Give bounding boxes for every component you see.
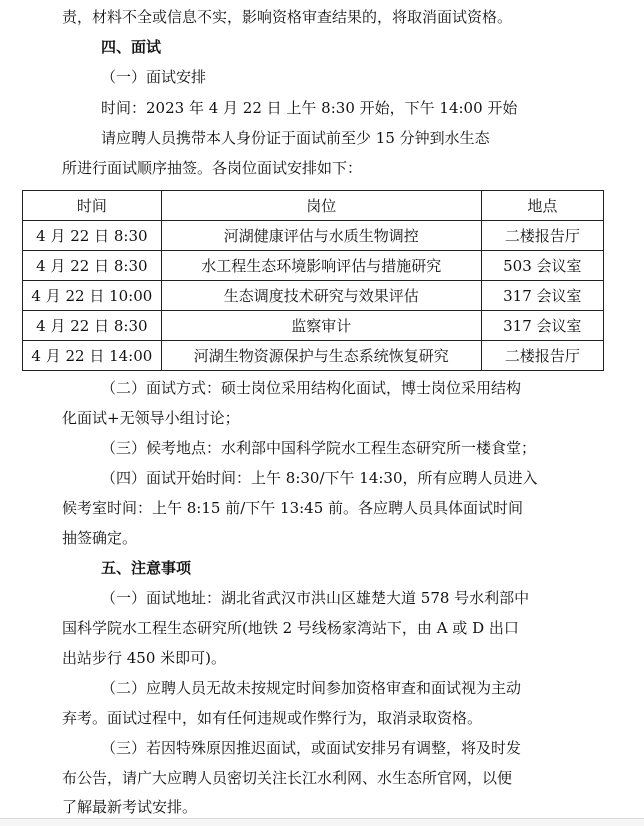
table-row (23, 341, 604, 371)
paragraph-line: 化面试+无领导小组讨论； (62, 409, 240, 427)
paragraph-line: 国科学院水工程生态研究所(地铁 2 号线杨家湾站下，由 A 或 D 出口 (62, 619, 519, 637)
paragraph-line: （二）应聘人员无故未按规定时间参加资格审查和面试视为主动 (101, 679, 522, 697)
cell-position: 监察审计 (161, 311, 481, 341)
interview-schedule-table (22, 190, 604, 371)
cell-time: 4 月 22 日 10:00 (23, 281, 162, 311)
cell-location: 二楼报告厅 (481, 221, 603, 251)
cell-time: 4 月 22 日 8:30 (23, 221, 162, 251)
paragraph-line: 所进行面试顺序抽签。各岗位面试安排如下： (62, 159, 363, 177)
paragraph-line: 抽签确定。 (62, 529, 138, 547)
paragraph-line: （三）若因特殊原因推迟面试，或面试安排另有调整，将及时发 (101, 739, 522, 757)
header-position: 岗位 (161, 191, 481, 221)
paragraph-line: （四）面试开始时间：上午 8:30/下午 14:30，所有应聘人员进入 (101, 469, 538, 487)
paragraph-line: （一）面试地址：湖北省武汉市洪山区雄楚大道 578 号水利部中 (101, 589, 530, 607)
table-header-row (23, 191, 604, 221)
paragraph-line: 了解最新考试安排。 (62, 798, 198, 816)
header-time: 时间 (23, 191, 162, 221)
cell-position: 水工程生态环境影响评估与措施研究 (161, 251, 481, 281)
table-row (23, 281, 604, 311)
section-heading-4: 四、面试 (101, 38, 162, 56)
paragraph-line: 出站步行 450 米即可)。 (62, 649, 227, 667)
paragraph-line: 责，材料不全或信息不实，影响资格审查结果的，将取消面试资格。 (62, 8, 513, 26)
cell-location: 二楼报告厅 (481, 341, 603, 371)
paragraph-line: 请应聘人员携带本人身份证于面试前至少 15 分钟到水生态 (101, 129, 490, 147)
interview-time: 时间：2023 年 4 月 22 日 上午 8:30 开始，下午 14:00 开始 (101, 99, 518, 117)
section-heading-5: 五、注意事项 (101, 559, 192, 577)
cell-position: 河湖生物资源保护与生态系统恢复研究 (161, 341, 481, 371)
cell-location: 317 会议室 (481, 311, 603, 341)
cell-time: 4 月 22 日 8:30 (23, 251, 162, 281)
paragraph-line: 候考室时间：上午 8:15 前/下午 13:45 前。各应聘人员具体面试时间 (62, 499, 524, 517)
cell-location: 503 会议室 (481, 251, 603, 281)
cell-location: 317 会议室 (481, 281, 603, 311)
table-row (23, 221, 604, 251)
subsection-heading: （一）面试安排 (101, 68, 207, 86)
cell-position: 生态调度技术研究与效果评估 (161, 281, 481, 311)
paragraph-line: （三）候考地点：水利部中国科学院水工程生态研究所一楼食堂； (101, 439, 537, 457)
paragraph-line: （二）面试方式：硕士岗位采用结构化面试，博士岗位采用结构 (101, 379, 522, 397)
header-location: 地点 (481, 191, 603, 221)
table-row (23, 311, 604, 341)
paragraph-line: 布公告，请广大应聘人员密切关注长江水利网、水生态所官网，以便 (62, 769, 513, 787)
cell-time: 4 月 22 日 14:00 (23, 341, 162, 371)
table-row (23, 251, 604, 281)
paragraph-line: 弃考。面试过程中，如有任何违规或作弊行为，取消录取资格。 (62, 709, 483, 727)
cell-time: 4 月 22 日 8:30 (23, 311, 162, 341)
cell-position: 河湖健康评估与水质生物调控 (161, 221, 481, 251)
